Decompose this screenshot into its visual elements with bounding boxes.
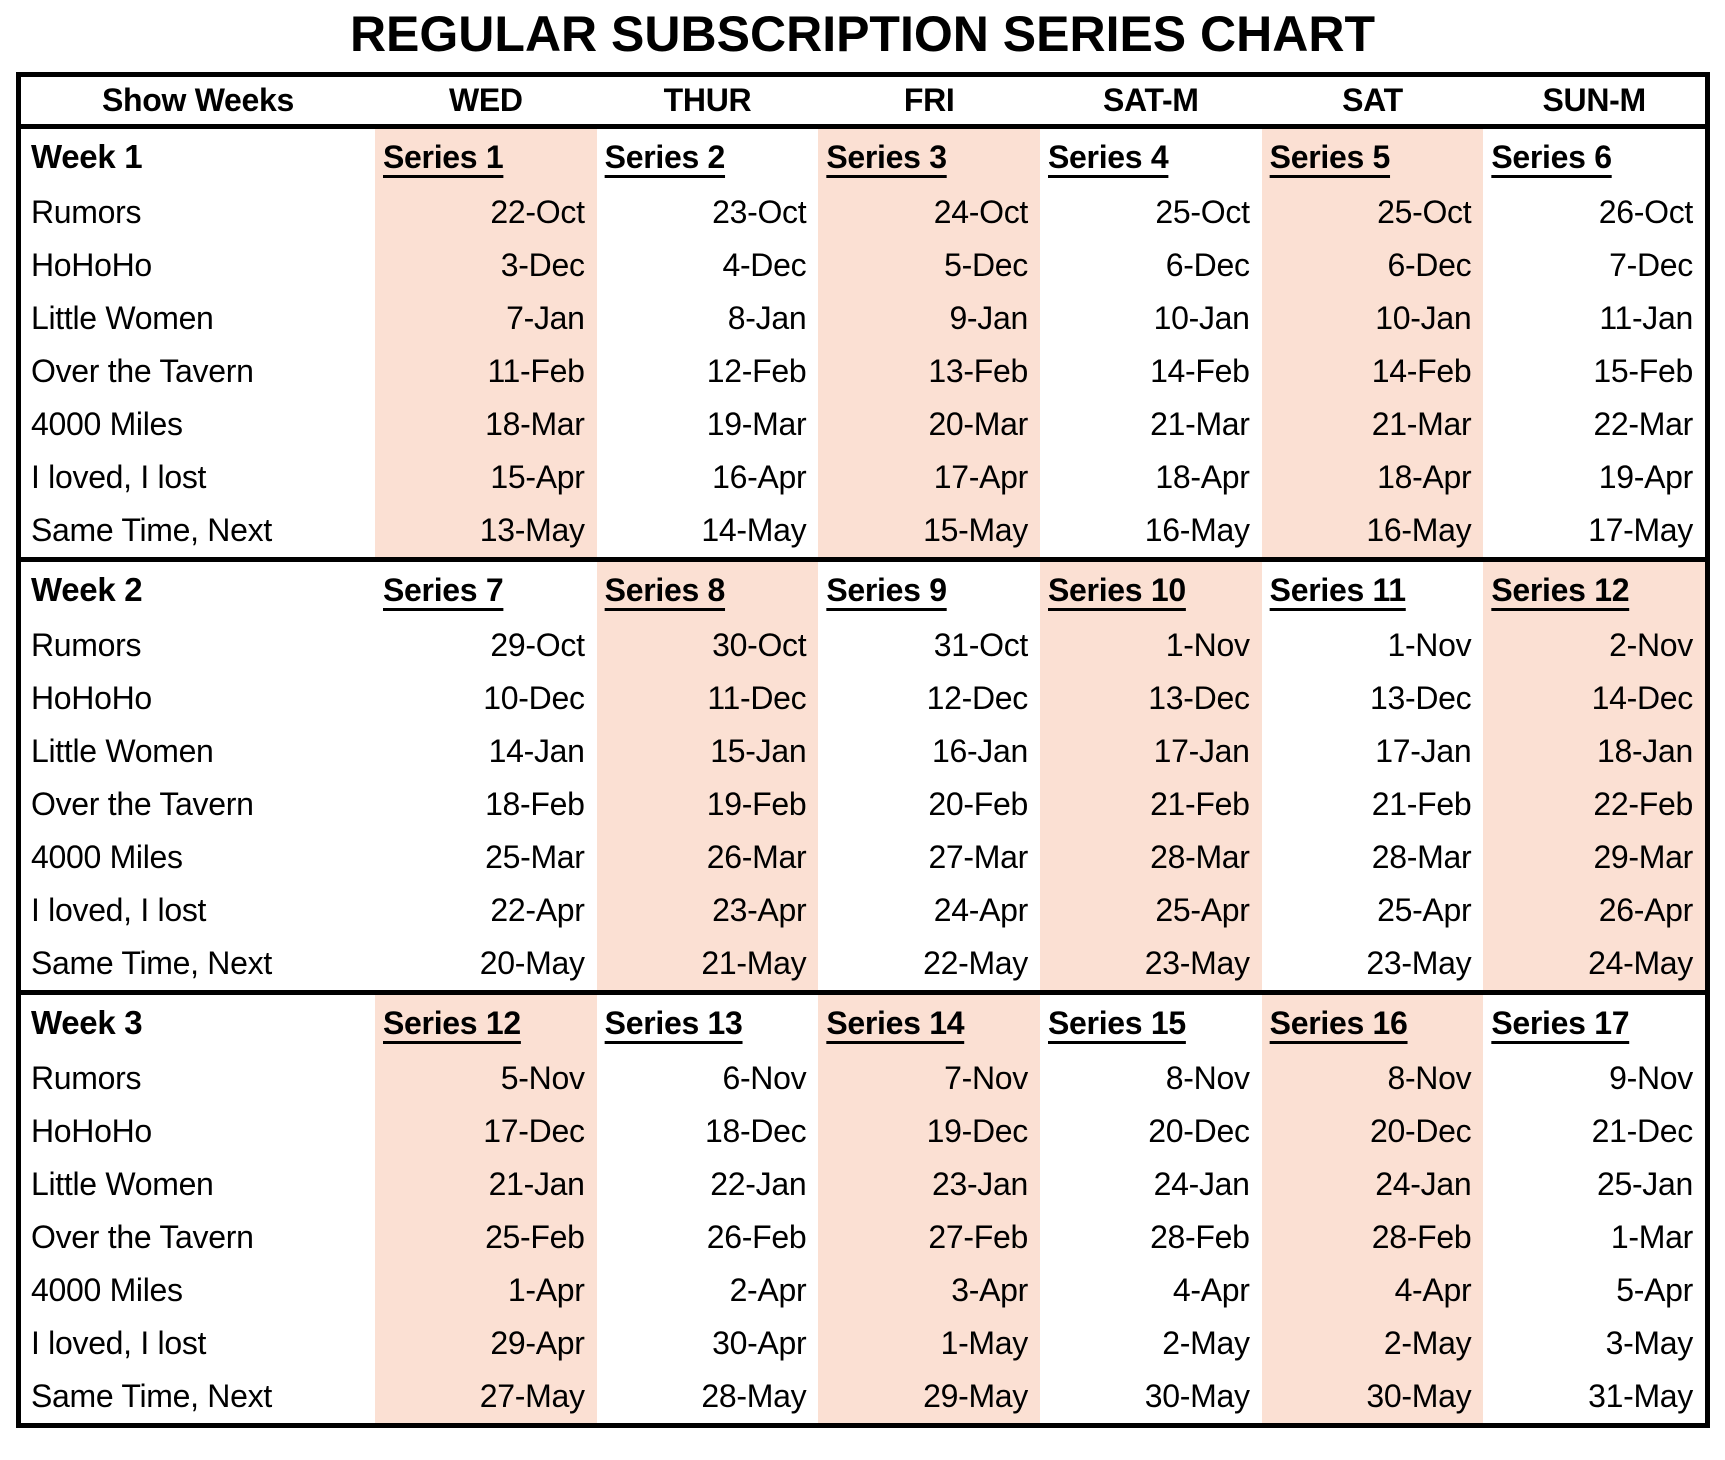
date-cell: 8-Jan bbox=[727, 299, 807, 336]
date-cell: 26-Feb bbox=[706, 1218, 807, 1255]
series-label: Series 17 bbox=[1491, 1004, 1630, 1041]
date-cell: 21-Feb bbox=[1371, 785, 1472, 822]
date-cell: 9-Jan bbox=[818, 292, 1040, 345]
show-row bbox=[21, 1158, 1705, 1211]
show-name: Over the Tavern bbox=[31, 352, 254, 389]
show-name: Same Time, Next bbox=[31, 944, 272, 981]
show-row bbox=[21, 1211, 1705, 1264]
series-label: Series 13 bbox=[604, 1004, 743, 1041]
date-cell: 1-Nov bbox=[1040, 619, 1262, 672]
show-row bbox=[21, 292, 1705, 345]
date-cell: 12-Dec bbox=[926, 679, 1028, 716]
week-label: Week 3 bbox=[31, 1004, 143, 1041]
show-name: Over the Tavern bbox=[31, 785, 254, 822]
series-label: Series 7 bbox=[383, 571, 504, 608]
date-cell: 11-Feb bbox=[375, 345, 597, 398]
date-cell: 7-Jan bbox=[375, 292, 597, 345]
date-cell: 27-May bbox=[375, 1370, 597, 1423]
series-label: Series 14 bbox=[826, 1004, 965, 1041]
show-row bbox=[21, 831, 1705, 884]
show-name: HoHoHo bbox=[31, 679, 152, 716]
date-cell: 25-Oct bbox=[1155, 193, 1250, 230]
show-name: HoHoHo bbox=[31, 246, 152, 283]
date-cell: 28-Feb bbox=[1262, 1211, 1484, 1264]
week-block bbox=[21, 129, 1705, 562]
subscription-series-chart bbox=[16, 72, 1710, 1428]
series-label: Series 6 bbox=[1491, 138, 1612, 175]
date-cell: 17-Dec bbox=[375, 1105, 597, 1158]
series-header bbox=[597, 562, 819, 619]
date-cell: 24-May bbox=[1483, 937, 1705, 990]
date-cell: 23-May bbox=[1366, 944, 1472, 981]
show-name: 4000 Miles bbox=[31, 1271, 183, 1308]
date-cell: 14-Dec bbox=[1483, 672, 1705, 725]
show-row bbox=[21, 345, 1705, 398]
date-cell: 6-Nov bbox=[722, 1059, 807, 1096]
show-name: Over the Tavern bbox=[31, 1218, 254, 1255]
date-cell: 31-May bbox=[1588, 1377, 1693, 1414]
show-name: Same Time, Next bbox=[31, 1377, 272, 1414]
date-cell: 23-May bbox=[1040, 937, 1262, 990]
date-cell: 28-Feb bbox=[1150, 1218, 1250, 1255]
series-header bbox=[1040, 129, 1262, 186]
date-cell: 24-Oct bbox=[818, 186, 1040, 239]
date-cell: 19-Mar bbox=[706, 405, 807, 442]
date-cell: 30-Oct bbox=[597, 619, 819, 672]
date-cell: 21-Mar bbox=[1150, 405, 1250, 442]
date-cell: 14-Feb bbox=[1150, 352, 1250, 389]
date-cell: 25-Feb bbox=[375, 1211, 597, 1264]
date-cell: 8-Nov bbox=[1262, 1052, 1484, 1105]
series-header bbox=[1483, 129, 1705, 186]
show-row bbox=[21, 1264, 1705, 1317]
date-cell: 18-Dec bbox=[704, 1112, 807, 1149]
date-cell: 24-Jan bbox=[1153, 1165, 1250, 1202]
series-header-row bbox=[21, 995, 1705, 1052]
show-row bbox=[21, 451, 1705, 504]
date-cell: 3-May bbox=[1605, 1324, 1693, 1361]
date-cell: 22-Feb bbox=[1483, 778, 1705, 831]
date-cell: 28-Mar bbox=[1371, 838, 1472, 875]
show-row bbox=[21, 1317, 1705, 1370]
date-cell: 17-Jan bbox=[1375, 732, 1472, 769]
date-cell: 18-Apr bbox=[1262, 451, 1484, 504]
date-cell: 25-Apr bbox=[1040, 884, 1262, 937]
show-row bbox=[21, 239, 1705, 292]
series-label: Series 3 bbox=[826, 138, 947, 175]
date-cell: 3-Apr bbox=[818, 1264, 1040, 1317]
date-cell: 20-Feb bbox=[928, 785, 1028, 822]
series-header bbox=[818, 562, 1040, 619]
date-cell: 29-Mar bbox=[1483, 831, 1705, 884]
series-header bbox=[375, 995, 597, 1052]
series-label: Series 8 bbox=[604, 571, 726, 608]
date-cell: 13-Feb bbox=[818, 345, 1040, 398]
date-cell: 21-Mar bbox=[1262, 398, 1484, 451]
date-cell: 15-Apr bbox=[375, 451, 597, 504]
series-header bbox=[597, 995, 819, 1052]
series-header bbox=[818, 995, 1040, 1052]
series-label: Series 2 bbox=[604, 138, 726, 175]
date-cell: 22-Oct bbox=[375, 186, 597, 239]
date-cell: 4-Dec bbox=[722, 246, 807, 283]
date-cell: 29-Oct bbox=[490, 626, 585, 663]
date-cell: 27-Feb bbox=[818, 1211, 1040, 1264]
date-cell: 10-Jan bbox=[1262, 292, 1484, 345]
show-name: 4000 Miles bbox=[31, 838, 183, 875]
date-cell: 2-Nov bbox=[1483, 619, 1705, 672]
date-cell: 5-Dec bbox=[818, 239, 1040, 292]
series-header bbox=[1483, 995, 1705, 1052]
date-cell: 7-Nov bbox=[818, 1052, 1040, 1105]
show-name: Little Women bbox=[31, 732, 214, 769]
date-cell: 20-May bbox=[479, 944, 585, 981]
series-header-row bbox=[21, 129, 1705, 186]
date-cell: 12-Feb bbox=[706, 352, 807, 389]
date-cell: 22-Mar bbox=[1593, 405, 1693, 442]
date-cell: 27-Mar bbox=[928, 838, 1028, 875]
date-cell: 10-Jan bbox=[1153, 299, 1250, 336]
show-name: Rumors bbox=[31, 1059, 142, 1096]
show-row bbox=[21, 672, 1705, 725]
date-cell: 6-Dec bbox=[1165, 246, 1250, 283]
show-name: I loved, I lost bbox=[31, 1324, 207, 1361]
series-header bbox=[597, 129, 819, 186]
date-cell: 16-Jan bbox=[931, 732, 1028, 769]
date-cell: 1-May bbox=[818, 1317, 1040, 1370]
series-label: Series 9 bbox=[826, 571, 947, 608]
date-cell: 14-Jan bbox=[488, 732, 585, 769]
date-cell: 28-May bbox=[701, 1377, 807, 1414]
show-name: 4000 Miles bbox=[31, 405, 183, 442]
date-cell: 18-Feb bbox=[485, 785, 585, 822]
show-row bbox=[21, 778, 1705, 831]
show-row bbox=[21, 1105, 1705, 1158]
date-cell: 23-Jan bbox=[818, 1158, 1040, 1211]
series-header bbox=[818, 129, 1040, 186]
date-cell: 30-May bbox=[1262, 1370, 1484, 1423]
date-cell: 18-Apr bbox=[1155, 458, 1250, 495]
show-row bbox=[21, 1052, 1705, 1105]
show-row bbox=[21, 619, 1705, 672]
date-cell: 9-Nov bbox=[1609, 1059, 1693, 1096]
date-cell: 28-Mar bbox=[1040, 831, 1262, 884]
series-header bbox=[375, 562, 597, 619]
date-cell: 8-Nov bbox=[1165, 1059, 1250, 1096]
date-cell: 4-Apr bbox=[1172, 1271, 1250, 1308]
series-header bbox=[1262, 562, 1484, 619]
date-cell: 13-May bbox=[375, 504, 597, 557]
week-label: Week 2 bbox=[31, 571, 143, 608]
date-cell: 25-Mar bbox=[485, 838, 585, 875]
date-cell: 26-Oct bbox=[1598, 193, 1693, 230]
date-cell: 2-May bbox=[1162, 1324, 1250, 1361]
series-label: Series 15 bbox=[1048, 1004, 1186, 1041]
page-title: REGULAR SUBSCRIPTION SERIES CHART bbox=[349, 6, 1376, 62]
show-name: Same Time, Next bbox=[31, 511, 272, 548]
column-header-wed: WED bbox=[448, 81, 523, 118]
date-cell: 21-Dec bbox=[1591, 1112, 1693, 1149]
show-row bbox=[21, 725, 1705, 778]
show-name: Little Women bbox=[31, 299, 214, 336]
show-name: Rumors bbox=[31, 193, 142, 230]
date-cell: 24-Jan bbox=[1262, 1158, 1484, 1211]
date-cell: 17-Apr bbox=[818, 451, 1040, 504]
date-cell: 26-Apr bbox=[1483, 884, 1705, 937]
date-cell: 25-Oct bbox=[1262, 186, 1484, 239]
date-cell: 7-Dec bbox=[1609, 246, 1693, 283]
show-row bbox=[21, 884, 1705, 937]
date-cell: 21-May bbox=[597, 937, 819, 990]
date-cell: 29-Apr bbox=[375, 1317, 597, 1370]
date-cell: 22-May bbox=[923, 944, 1028, 981]
date-cell: 20-Dec bbox=[1262, 1105, 1484, 1158]
date-cell: 3-Dec bbox=[375, 239, 597, 292]
series-label: Series 1 bbox=[383, 138, 504, 175]
date-cell: 31-Oct bbox=[933, 626, 1028, 663]
date-cell: 18-Jan bbox=[1483, 725, 1705, 778]
date-cell: 23-Oct bbox=[712, 193, 807, 230]
date-cell: 16-May bbox=[1262, 504, 1484, 557]
series-header bbox=[1483, 562, 1705, 619]
show-name: Rumors bbox=[31, 626, 142, 663]
show-row bbox=[21, 186, 1705, 239]
date-cell: 11-Dec bbox=[597, 672, 819, 725]
date-cell: 2-Apr bbox=[729, 1271, 807, 1308]
show-name: HoHoHo bbox=[31, 1112, 152, 1149]
date-cell: 1-Apr bbox=[375, 1264, 597, 1317]
date-cell: 18-Mar bbox=[375, 398, 597, 451]
date-cell: 26-Mar bbox=[597, 831, 819, 884]
series-label: Series 11 bbox=[1269, 571, 1406, 608]
date-cell: 10-Dec bbox=[483, 679, 585, 716]
date-cell: 19-Apr bbox=[1598, 458, 1693, 495]
date-cell: 15-Feb bbox=[1593, 352, 1693, 389]
series-label: Series 12 bbox=[1491, 571, 1630, 608]
date-cell: 16-Apr bbox=[712, 458, 807, 495]
series-label: Series 10 bbox=[1048, 571, 1186, 608]
date-cell: 13-Dec bbox=[1369, 679, 1472, 716]
show-row bbox=[21, 504, 1705, 557]
date-cell: 24-Apr bbox=[933, 891, 1028, 928]
date-cell: 21-Feb bbox=[1040, 778, 1262, 831]
series-header bbox=[1262, 995, 1484, 1052]
show-row bbox=[21, 937, 1705, 990]
date-cell: 16-May bbox=[1144, 511, 1250, 548]
date-cell: 19-Dec bbox=[818, 1105, 1040, 1158]
date-cell: 21-Jan bbox=[375, 1158, 597, 1211]
week-label: Week 1 bbox=[31, 138, 143, 175]
date-cell: 20-Dec bbox=[1148, 1112, 1250, 1149]
week-block bbox=[21, 562, 1705, 995]
date-cell: 15-Jan bbox=[597, 725, 819, 778]
series-header-row bbox=[21, 562, 1705, 619]
date-cell: 17-Jan bbox=[1040, 725, 1262, 778]
weeks-container bbox=[21, 129, 1705, 1423]
series-label: Series 5 bbox=[1269, 138, 1391, 175]
date-cell: 30-May bbox=[1144, 1377, 1250, 1414]
column-header-sat-m: SAT-M bbox=[1102, 81, 1199, 118]
table-header-row bbox=[21, 77, 1705, 129]
date-cell: 15-May bbox=[818, 504, 1040, 557]
date-cell: 25-Jan bbox=[1596, 1165, 1693, 1202]
date-cell: 11-Jan bbox=[1599, 299, 1693, 336]
date-cell: 13-Dec bbox=[1040, 672, 1262, 725]
date-cell: 2-May bbox=[1262, 1317, 1484, 1370]
show-row bbox=[21, 398, 1705, 451]
series-label: Series 12 bbox=[383, 1004, 521, 1041]
date-cell: 1-Nov bbox=[1387, 626, 1472, 663]
date-cell: 23-Apr bbox=[597, 884, 819, 937]
series-header bbox=[1040, 562, 1262, 619]
show-row bbox=[21, 1370, 1705, 1423]
date-cell: 4-Apr bbox=[1262, 1264, 1484, 1317]
series-label: Series 4 bbox=[1048, 138, 1169, 175]
date-cell: 19-Feb bbox=[597, 778, 819, 831]
date-cell: 5-Nov bbox=[375, 1052, 597, 1105]
date-cell: 22-Jan bbox=[710, 1165, 807, 1202]
date-cell: 29-May bbox=[818, 1370, 1040, 1423]
date-cell: 14-Feb bbox=[1262, 345, 1484, 398]
series-header bbox=[1262, 129, 1484, 186]
date-cell: 5-Apr bbox=[1616, 1271, 1693, 1308]
date-cell: 25-Apr bbox=[1377, 891, 1472, 928]
date-cell: 20-Mar bbox=[818, 398, 1040, 451]
series-header bbox=[375, 129, 597, 186]
column-header-sat: SAT bbox=[1342, 81, 1403, 118]
date-cell: 14-May bbox=[701, 511, 807, 548]
date-cell: 6-Dec bbox=[1262, 239, 1484, 292]
column-header-thur: THUR bbox=[663, 81, 752, 118]
show-name: I loved, I lost bbox=[31, 458, 207, 495]
show-name: Little Women bbox=[31, 1165, 214, 1202]
date-cell: 17-May bbox=[1588, 511, 1693, 548]
date-cell: 1-Mar bbox=[1610, 1218, 1693, 1255]
week-block bbox=[21, 995, 1705, 1423]
column-header-show-weeks: Show Weeks bbox=[101, 81, 295, 118]
series-label: Series 16 bbox=[1269, 1004, 1408, 1041]
column-header-sun-m: SUN-M bbox=[1542, 81, 1646, 118]
series-header bbox=[1040, 995, 1262, 1052]
column-header-fri: FRI bbox=[903, 81, 955, 118]
date-cell: 30-Apr bbox=[712, 1324, 807, 1361]
date-cell: 22-Apr bbox=[490, 891, 585, 928]
show-name: I loved, I lost bbox=[31, 891, 207, 928]
